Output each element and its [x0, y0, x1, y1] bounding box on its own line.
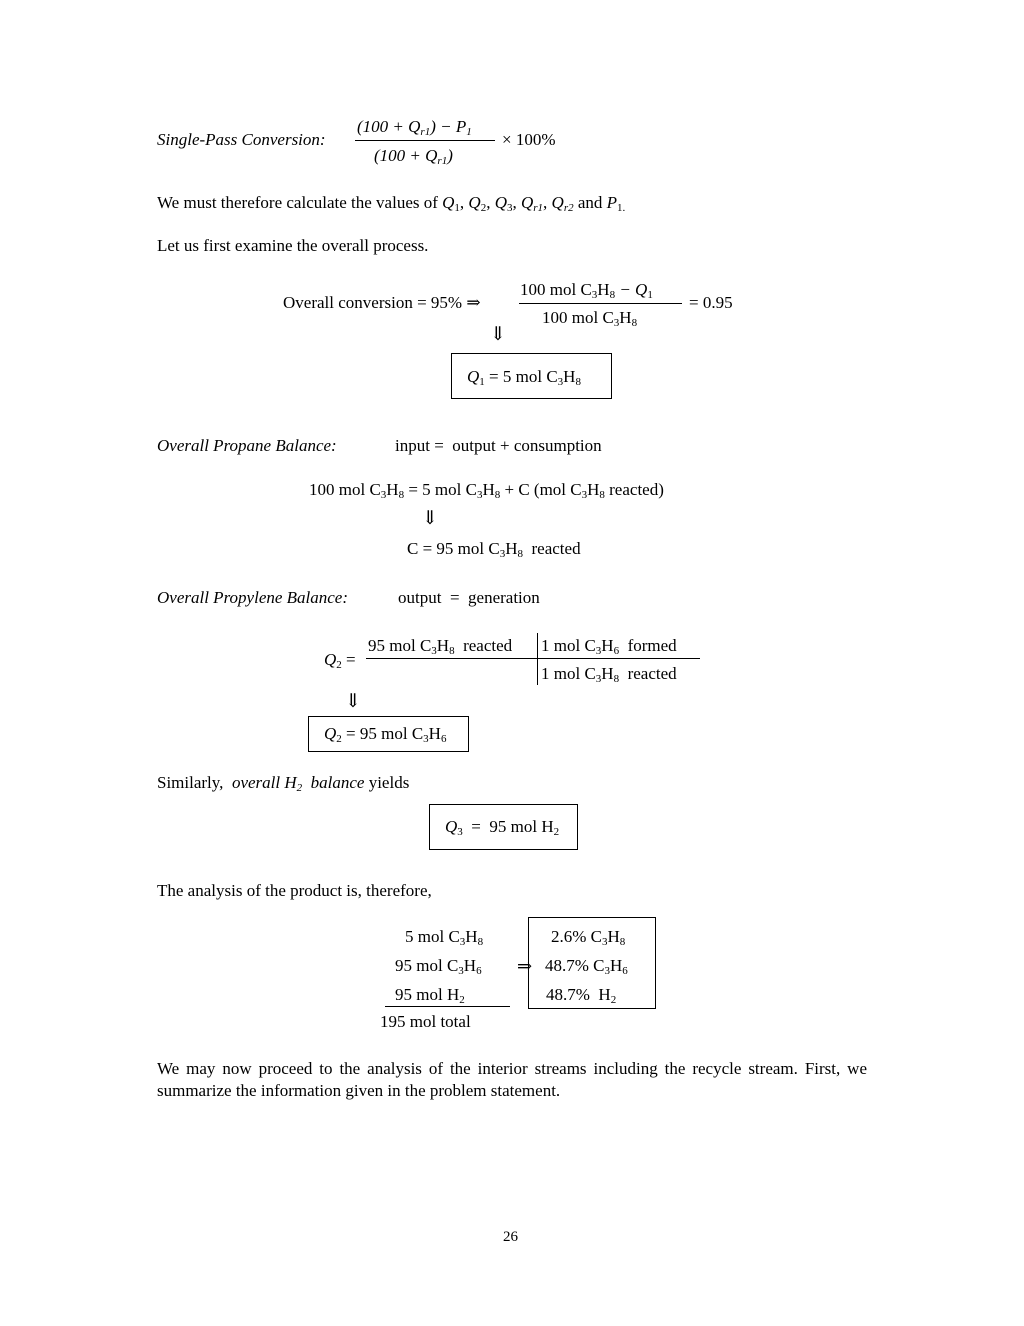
- fraction-bar: [366, 658, 700, 659]
- q2-symbol: $Q_2$ =: [324, 650, 356, 671]
- overall-conversion-value: = 0.95: [689, 293, 733, 312]
- page-number: 26: [503, 1229, 518, 1245]
- propane-balance-equation: input = output + consumption: [395, 436, 602, 455]
- analysis-total: 195 mol total: [380, 1012, 471, 1031]
- analysis-left-row: 95 mol $H_2$: [395, 985, 465, 1006]
- analysis-right-row: 48.7% $C_3H_6$: [545, 956, 628, 977]
- analysis-intro: The analysis of the product is, therefore,: [157, 881, 432, 900]
- unit-conversion-divider: [537, 633, 538, 685]
- analysis-right-row: 48.7% $H_2$: [546, 985, 617, 1006]
- single-pass-label: Single-Pass Conversion:: [157, 130, 326, 149]
- propylene-fraction-right-top: 1 mol $C_3H_6$ formed: [541, 636, 677, 657]
- single-pass-denominator: $(100 + Q_{r1})$: [374, 146, 453, 167]
- propylene-fraction-left: 95 mol $C_3H_8$ reacted: [368, 636, 513, 657]
- single-pass-numerator: $(100 + Q_{r1}) - P_1$: [357, 117, 472, 138]
- q1-result: $Q_1 = 5$ mol $C_3H_8$: [467, 367, 581, 388]
- q3-result: $Q_3 = 95$ mol $H_2$: [445, 817, 560, 838]
- q2-result: $Q_2 = 95$ mol $C_3H_6$: [324, 724, 447, 745]
- closing-paragraph: We may now proceed to the analysis of the interior streams including the recycle stream. First, we summarize the information given in the problem statement.: [157, 1059, 867, 1100]
- right-arrow-icon: ⇒: [517, 956, 533, 976]
- propylene-balance-label: Overall Propylene Balance:: [157, 588, 349, 607]
- analysis-left-row: 5 mol $C_3H_8$: [405, 927, 484, 948]
- down-arrow-icon: ⇓: [422, 508, 438, 529]
- fraction-bar: [519, 303, 682, 304]
- overall-conversion-label: Overall conversion = 95% ⇒: [283, 293, 481, 312]
- h2-balance-text: Similarly, overall $H_2$ balance yields: [157, 773, 410, 794]
- overall-conversion-denominator: 100 mol $C_3H_8$: [542, 308, 638, 329]
- examine-text: Let us first examine the overall process.: [157, 236, 429, 255]
- down-arrow-icon: ⇓: [490, 324, 506, 345]
- fraction-bar: [355, 140, 495, 141]
- calc-intro: We must therefore calculate the values of $Q_1$, $Q_2$, $Q_3$, $Q_{r1}$, $Q_{r2}$ and $P_{1.}$: [157, 193, 626, 214]
- propylene-balance-equation: output = generation: [398, 588, 540, 607]
- overall-conversion-numerator: 100 mol $C_3H_8 - Q_1$: [520, 280, 653, 301]
- single-pass-times: × 100%: [502, 130, 556, 149]
- propane-consumption-result: C = 95 mol $C_3H_8$ reacted: [407, 539, 581, 560]
- propylene-fraction-right-bottom: 1 mol $C_3H_8$ reacted: [541, 664, 677, 685]
- sum-line: [385, 1006, 510, 1007]
- analysis-left-row: 95 mol $C_3H_6$: [395, 956, 482, 977]
- propane-balance-line: 100 mol $C_3H_8 = 5$ mol $C_3H_8 + C$ (mol $C_3H_8$ reacted): [309, 480, 664, 501]
- propane-balance-label: Overall Propane Balance:: [157, 436, 337, 455]
- analysis-right-row: 2.6% $C_3H_8$: [551, 927, 626, 948]
- down-arrow-icon: ⇓: [345, 691, 361, 712]
